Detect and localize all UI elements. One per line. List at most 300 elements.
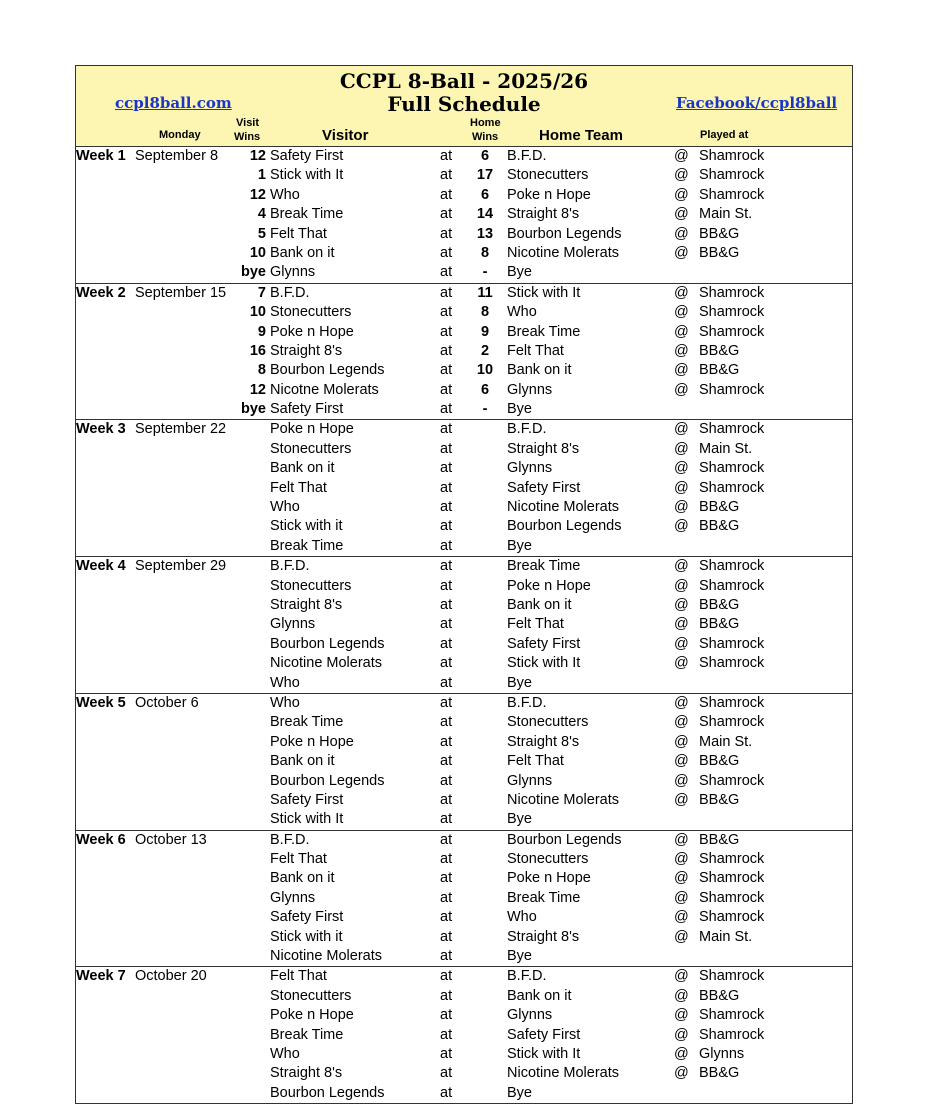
home-team: Bourbon Legends [507,225,622,242]
visitor-team: Safety First [270,909,344,926]
match-row [76,323,852,342]
at-symbol: @ [674,968,689,985]
visitor-team: Poke n Hope [270,1007,354,1024]
at-symbol: @ [674,148,689,164]
visit-wins: bye [241,264,266,281]
home-team: Bourbon Legends [507,831,622,848]
week-label: Week 4 [76,558,126,575]
home-team: Bank on it [507,362,572,379]
visitor-team: Bourbon Legends [270,1084,385,1101]
venue: Shamrock [699,714,765,731]
at-symbol: @ [674,694,689,711]
home-team: Stonecutters [507,851,589,868]
venue: BB&G [699,342,740,359]
venue: Shamrock [699,968,765,985]
match-row [76,967,852,986]
visitor-team: Break Time [270,1026,344,1043]
match-row [76,615,852,634]
visit-wins: 5 [257,225,266,242]
visitor-team: Poke n Hope [270,733,354,750]
venue: Shamrock [699,694,765,711]
venue: Shamrock [699,167,765,184]
match-row [76,810,852,829]
visitor-team: Nicotine Molerats [270,948,383,965]
at-label: at [440,1084,453,1101]
visit-wins: 12 [249,186,266,203]
week-date: October 6 [135,694,199,711]
home-wins: 9 [480,323,490,340]
at-label: at [440,304,453,321]
at-symbol: @ [674,479,689,496]
visitor-team: Stick with it [270,928,343,945]
visitor-team: Nicotine Molerats [270,655,383,672]
at-symbol: @ [674,733,689,750]
venue: BB&G [699,362,740,379]
match-row [76,1026,852,1045]
match-row [76,694,852,713]
match-row [76,733,852,752]
home-team: Nicotine Molerats [507,499,620,516]
at-symbol: @ [674,362,689,379]
week-date: September 22 [135,421,227,438]
home-team: Bank on it [507,596,572,613]
at-label: at [440,596,453,613]
week-label: Week 5 [76,694,126,711]
at-label: at [440,772,453,789]
home-wins: 17 [476,167,494,184]
match-row [76,537,852,556]
match-row [76,1084,852,1103]
visitor-team: Bourbon Legends [270,635,385,652]
match-row [76,284,852,303]
venue: Main St. [699,928,753,945]
match-row [76,1045,852,1064]
home-team: B.F.D. [507,694,547,711]
visitor-team: Who [270,694,300,711]
at-symbol: @ [674,323,689,340]
visit-wins: 9 [257,323,266,340]
home-wins: 6 [480,148,490,164]
at-label: at [440,928,453,945]
at-symbol: @ [674,1065,689,1082]
home-team: Straight 8's [507,206,580,223]
home-team: Safety First [507,635,581,652]
visitor-team: Bourbon Legends [270,362,385,379]
at-label: at [440,148,453,164]
at-label: at [440,577,453,594]
home-team: Bourbon Legends [507,518,622,535]
at-label: at [440,342,453,359]
visitor-team: Bank on it [270,244,335,261]
match-row [76,147,852,166]
home-team: Bye [507,948,532,965]
at-symbol: @ [674,186,689,203]
week-group [76,557,852,694]
home-team: Stick with It [507,655,581,672]
visitor-team: B.F.D. [270,284,310,301]
visitor-team: Glynns [270,616,316,633]
visit-wins: 12 [249,148,266,164]
home-team: Nicotine Molerats [507,1065,620,1082]
visit-wins: 1 [257,167,266,184]
home-team: Break Time [507,889,581,906]
at-symbol: @ [674,440,689,457]
match-row [76,440,852,459]
week-label: Week 6 [76,831,126,848]
at-label: at [440,655,453,672]
venue: Main St. [699,440,753,457]
venue: Glynns [699,1045,745,1062]
at-label: at [440,460,453,477]
visitor-team: Bank on it [270,753,335,770]
at-label: at [440,733,453,750]
home-team: Stick with It [507,284,581,301]
venue: Shamrock [699,1026,765,1043]
home-team: Bye [507,537,532,554]
at-label: at [440,558,453,575]
match-row [76,850,852,869]
at-label: at [440,831,453,848]
at-symbol: @ [674,596,689,613]
match-row [76,577,852,596]
at-symbol: @ [674,1026,689,1043]
visitor-team: Poke n Hope [270,323,354,340]
match-row [76,1064,852,1083]
home-team: Felt That [507,342,564,359]
at-symbol: @ [674,870,689,887]
visitor-team: Felt That [270,225,327,242]
visitor-team: Poke n Hope [270,421,354,438]
visitor-team: Safety First [270,791,344,808]
home-team: Poke n Hope [507,186,591,203]
week-label: Week 3 [76,421,126,438]
home-team: Bye [507,401,532,418]
at-label: at [440,1007,453,1024]
home-team: Safety First [507,1026,581,1043]
col-header-visit-wins-top: Visit [236,117,260,129]
at-label: at [440,264,453,281]
match-row [76,596,852,615]
home-team: Felt That [507,616,564,633]
venue: Shamrock [699,323,765,340]
at-label: at [440,694,453,711]
home-team: Bye [507,674,532,691]
match-row [76,713,852,732]
at-symbol: @ [674,655,689,672]
at-symbol: @ [674,831,689,848]
at-symbol: @ [674,206,689,223]
match-row [76,987,852,1006]
at-symbol: @ [674,616,689,633]
at-symbol: @ [674,928,689,945]
visitor-team: Glynns [270,889,316,906]
week-group [76,420,852,557]
visitor-team: Felt That [270,479,327,496]
visitor-team: Stick with It [270,811,344,828]
visitor-team: Stonecutters [270,304,352,321]
venue: Shamrock [699,304,765,321]
visitor-team: Break Time [270,206,344,223]
at-label: at [440,635,453,652]
at-label: at [440,362,453,379]
venue: BB&G [699,616,740,633]
match-row [76,361,852,380]
home-team: Stonecutters [507,167,589,184]
match-row [76,303,852,322]
venue: Shamrock [699,148,765,164]
at-symbol: @ [674,167,689,184]
home-team: B.F.D. [507,421,547,438]
visit-wins: 8 [257,362,266,379]
at-symbol: @ [674,577,689,594]
at-label: at [440,870,453,887]
at-symbol: @ [674,1045,689,1062]
match-row [76,635,852,654]
venue: Main St. [699,733,753,750]
match-row [76,752,852,771]
match-row [76,674,852,693]
visitor-team: B.F.D. [270,831,310,848]
match-row [76,1006,852,1025]
home-team: Poke n Hope [507,870,591,887]
home-team: Safety First [507,479,581,496]
visitor-team: Bourbon Legends [270,772,385,789]
home-team: Stonecutters [507,714,589,731]
home-team: B.F.D. [507,148,547,164]
venue: Shamrock [699,479,765,496]
week-date: September 29 [135,558,227,575]
at-label: at [440,791,453,808]
col-header-monday: Monday [159,129,201,141]
at-label: at [440,479,453,496]
at-label: at [440,244,453,261]
match-row [76,166,852,185]
home-team: Nicotine Molerats [507,791,620,808]
at-label: at [440,909,453,926]
at-label: at [440,968,453,985]
at-symbol: @ [674,635,689,652]
match-row [76,244,852,263]
at-label: at [440,948,453,965]
at-symbol: @ [674,987,689,1004]
week-group [76,694,852,831]
at-label: at [440,186,453,203]
home-team: Bye [507,264,532,281]
at-symbol: @ [674,558,689,575]
visitor-team: Stick with It [270,167,344,184]
home-wins: 10 [476,362,494,379]
at-symbol: @ [674,421,689,438]
page-title: CCPL 8-Ball - 2025/26 [339,69,589,93]
at-symbol: @ [674,791,689,808]
venue: Shamrock [699,577,765,594]
venue: BB&G [699,831,740,848]
at-symbol: @ [674,284,689,301]
home-wins: 8 [480,244,490,261]
at-symbol: @ [674,909,689,926]
col-header-played-at: Played at [700,129,749,141]
home-team: Bye [507,811,532,828]
venue: BB&G [699,1065,740,1082]
venue: Shamrock [699,558,765,575]
at-symbol: @ [674,772,689,789]
home-wins: 11 [477,284,493,301]
home-team: Glynns [507,381,553,398]
col-header-visit-wins-bottom: Wins [234,131,261,143]
visitor-team: Who [270,1045,300,1062]
week-date: September 15 [135,284,227,301]
home-team: Who [507,304,537,321]
at-label: at [440,499,453,516]
at-label: at [440,167,453,184]
match-row [76,869,852,888]
venue: Shamrock [699,1007,765,1024]
at-symbol: @ [674,499,689,516]
at-symbol: @ [674,460,689,477]
venue: Shamrock [699,381,765,398]
home-team: Felt That [507,753,564,770]
at-label: at [440,616,453,633]
home-wins: 6 [480,186,490,203]
at-label: at [440,889,453,906]
at-label: at [440,381,453,398]
week-label: Week 2 [76,284,126,301]
week-label: Week 1 [76,148,126,164]
match-row [76,791,852,810]
visitor-team: Bank on it [270,870,335,887]
at-label: at [440,811,453,828]
venue: BB&G [699,518,740,535]
visitor-team: Safety First [270,148,344,164]
at-label: at [440,987,453,1004]
website-link[interactable]: ccpl8ball.com [115,94,232,112]
venue: Shamrock [699,284,765,301]
home-wins: 14 [476,206,494,223]
visit-wins: 12 [249,381,266,398]
week-date: October 20 [135,968,207,985]
venue: Shamrock [699,889,765,906]
visitor-team: Felt That [270,968,327,985]
venue: BB&G [699,244,740,261]
visitor-team: Break Time [270,537,344,554]
match-row [76,654,852,673]
visitor-team: Stonecutters [270,577,352,594]
venue: BB&G [699,596,740,613]
at-symbol: @ [674,381,689,398]
page-subtitle: Full Schedule [387,92,541,116]
home-team: Bank on it [507,987,572,1004]
week-label: Week 7 [76,968,126,985]
at-symbol: @ [674,1007,689,1024]
at-label: at [440,401,453,418]
week-date: October 13 [135,831,207,848]
match-row [76,772,852,791]
schedule-sheet [75,65,853,1104]
venue: Shamrock [699,421,765,438]
col-header-home-wins-top: Home [470,117,501,129]
home-team: Break Time [507,323,581,340]
match-row [76,928,852,947]
match-row [76,517,852,536]
visitor-team: Stonecutters [270,440,352,457]
at-label: at [440,440,453,457]
home-team: Stick with It [507,1045,581,1062]
visitor-team: Who [270,186,300,203]
home-team: Bye [507,1084,532,1101]
visit-wins: 10 [249,304,266,321]
at-label: at [440,537,453,554]
home-wins: - [482,401,488,418]
visit-wins: 4 [257,206,266,223]
match-row [76,479,852,498]
venue: BB&G [699,499,740,516]
venue: Shamrock [699,772,765,789]
match-row [76,498,852,517]
visitor-team: Break Time [270,714,344,731]
at-label: at [440,421,453,438]
week-group [76,967,852,1104]
visitor-team: Stick with it [270,518,343,535]
visitor-team: Bank on it [270,460,335,477]
at-label: at [440,851,453,868]
visitor-team: Nicotne Molerats [270,381,379,398]
visitor-team: Who [270,499,300,516]
venue: Shamrock [699,870,765,887]
home-team: B.F.D. [507,968,547,985]
at-symbol: @ [674,714,689,731]
at-label: at [440,753,453,770]
venue: Shamrock [699,186,765,203]
match-row [76,889,852,908]
visit-wins: 7 [257,284,266,301]
home-wins: 13 [476,225,494,242]
at-label: at [440,714,453,731]
home-team: Glynns [507,460,553,477]
at-symbol: @ [674,304,689,321]
home-team: Who [507,909,537,926]
home-team: Glynns [507,1007,553,1024]
venue: Shamrock [699,909,765,926]
match-row [76,381,852,400]
home-team: Straight 8's [507,733,580,750]
visitor-team: B.F.D. [270,558,310,575]
home-team: Poke n Hope [507,577,591,594]
visitor-team: Glynns [270,264,316,281]
visitor-team: Safety First [270,401,344,418]
visit-wins: 16 [249,342,266,359]
visitor-team: Stonecutters [270,987,352,1004]
visitor-team: Felt That [270,851,327,868]
schedule-header [76,66,852,147]
match-row [76,831,852,850]
week-group [76,147,852,284]
venue: BB&G [699,987,740,1004]
venue: BB&G [699,753,740,770]
venue: Main St. [699,206,753,223]
at-label: at [440,206,453,223]
venue: BB&G [699,225,740,242]
facebook-link[interactable]: Facebook/ccpl8ball [676,94,838,112]
at-label: at [440,225,453,242]
home-team: Glynns [507,772,553,789]
visitor-team: Straight 8's [270,342,343,359]
venue: Shamrock [699,460,765,477]
at-symbol: @ [674,851,689,868]
home-wins: - [482,264,488,281]
visit-wins: bye [241,401,266,418]
at-label: at [440,1065,453,1082]
home-team: Break Time [507,558,581,575]
